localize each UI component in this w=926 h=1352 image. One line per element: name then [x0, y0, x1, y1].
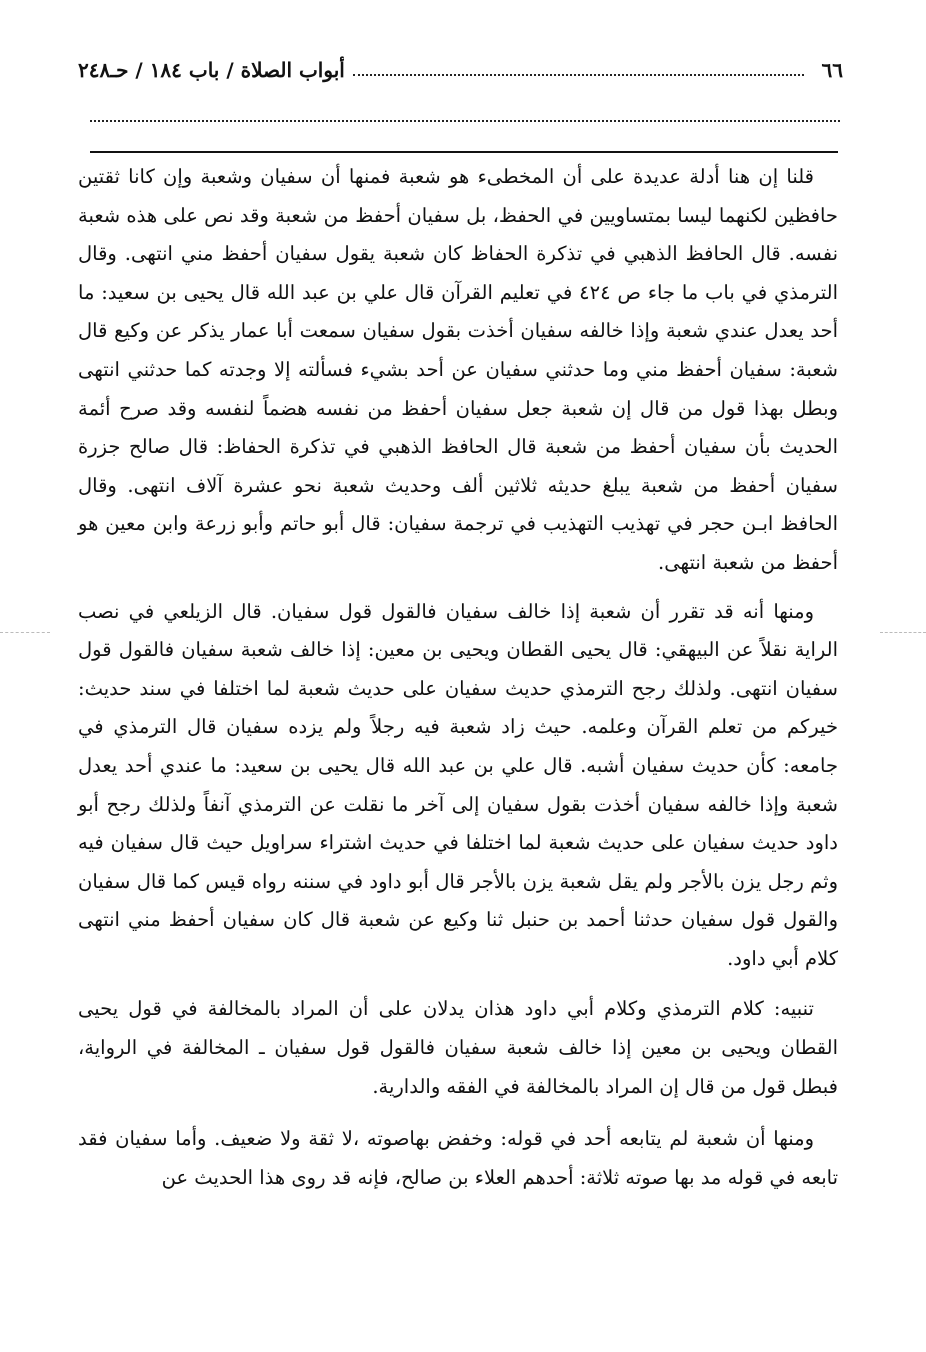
- paragraph: ومنها أن شعبة لم يتابعه أحد في قوله: وخفض بهاصوته ،لا ثقة ولا ضعيف. وأما سفيان فقد تابعه في قوله مد بها صوته ثلاثة: أحدهم العلاء بن صالح، فإنه قد روى هذا الحديث عن: [78, 1127, 838, 1189]
- header-rule: [90, 151, 838, 153]
- header-dotted-line: [90, 120, 840, 122]
- running-head: [78, 52, 843, 88]
- paragraph: قلنا إن هنا أدلة عديدة على أن المخطىء هو شعبة فمنها أن سفيان وشعبة وإن كانا ثقتين حافظين لكنهما ليسا بمتساويين في الحفظ، بل سفيان أحفظ من شعبة وقد نص على هذه شعبة نفسه. قال الحافظ الذهبي في تذكرة الحفاظ كان شعبة يقول سفيان أحفظ مني انتهى. وقال الترمذي في باب ما جاء ص ٤٢٤ في تعليم القرآن قال علي بن عبد الله قال يحيى بن سعيد: ما أحد يعدل عندي شعبة وإذا خالفه سفيان أخذت بقول سفيان سمعت أبا عمار يذكر عن وكيع قال شعبة: سفيان أحفظ مني وما حدثني سفيان عن أحد بشيء فسألته إلا وجدته كما حدثني انتهى وبطل بهذا قول من قال إن شعبة جعل سفيان أحفظ من نفسه هضماً لنفسه وقد صرح أئمة الحديث بأن سفيان أحفظ من شعبة قال الحافظ الذهبي في تذكرة الحفاظ: قال صالح جزرة سفيان أحفظ من شعبة يبلغ حديثه ثلاثين ألف وحديث شعبة نحو عشرة آلاف انتهى. وقال الحافظ ابـن حجر في تهذيب التهذيب في ترجمة سفيان: قال أبو حاتم وأبو زرعة وابن معين هو أحفظ من شعبة انتهى.: [78, 165, 838, 574]
- header-dot-leader: [353, 74, 804, 76]
- paragraph: ومنها أنه قد تقرر أن شعبة إذا خالف سفيان فالقول قول سفيان. قال الزيلعي في نصب الراية نقلاً عن البيهقي: قال يحيى القطان ويحيى بن معين: إذا خالف شعبة سفيان فالقول قول سفيان انتهى. ولذلك رجح الترمذي حديث سفيان على حديث شعبة لما اختلفا في سند حديث: خيركم من تعلم القرآن وعلمه. حيث زاد شعبة فيه رجلاً ولم يزده سفيان قال الترمذي في جامعه: كأن حديث سفيان أشبه. قال علي بن عبد الله قال يحيى بن سعيد: ما عندي أحد يعدل شعبة وإذا خالفه سفيان أخذت بقول سفيان إلى آخر ما نقلت عن الترمذي آنفاً ولذلك رجح أبو داود حديث سفيان على حديث شعبة لما اختلفا في حديث اشتراء سراويل حيث قال سفيان فيه وثم رجل يزن بالأجر ولم يقل شعبة يزن بالأجر قال أبو داود في سننه رواه قيس كما قال سفيان والقول قول سفيان حدثنا أحمد بن حنبل ثنا وكيع عن شعبة قال كان سفيان أحفظ مني انتهى كلام أبي داود.: [78, 599, 838, 970]
- margin-scan-mark: [0, 632, 50, 633]
- running-title: أبواب الصلاة / باب ١٨٤ / حـ٢٤٨: [78, 58, 345, 82]
- paragraph: تنبيه: كلام الترمذي وكلام أبي داود هذان يدلان على أن المراد بالمخالفة في قول يحيى القطان ويحيى بن معين إذا خالف شعبة سفيان فالقول قول سفيان ـ المخالفة في الرواية، فبطل قول من قال إن المراد بالمخالفة في الفقه والدارية.: [78, 997, 838, 1098]
- margin-scan-mark: [880, 632, 926, 633]
- page-number: ٦٦: [821, 58, 843, 82]
- body-text: [78, 158, 838, 1197]
